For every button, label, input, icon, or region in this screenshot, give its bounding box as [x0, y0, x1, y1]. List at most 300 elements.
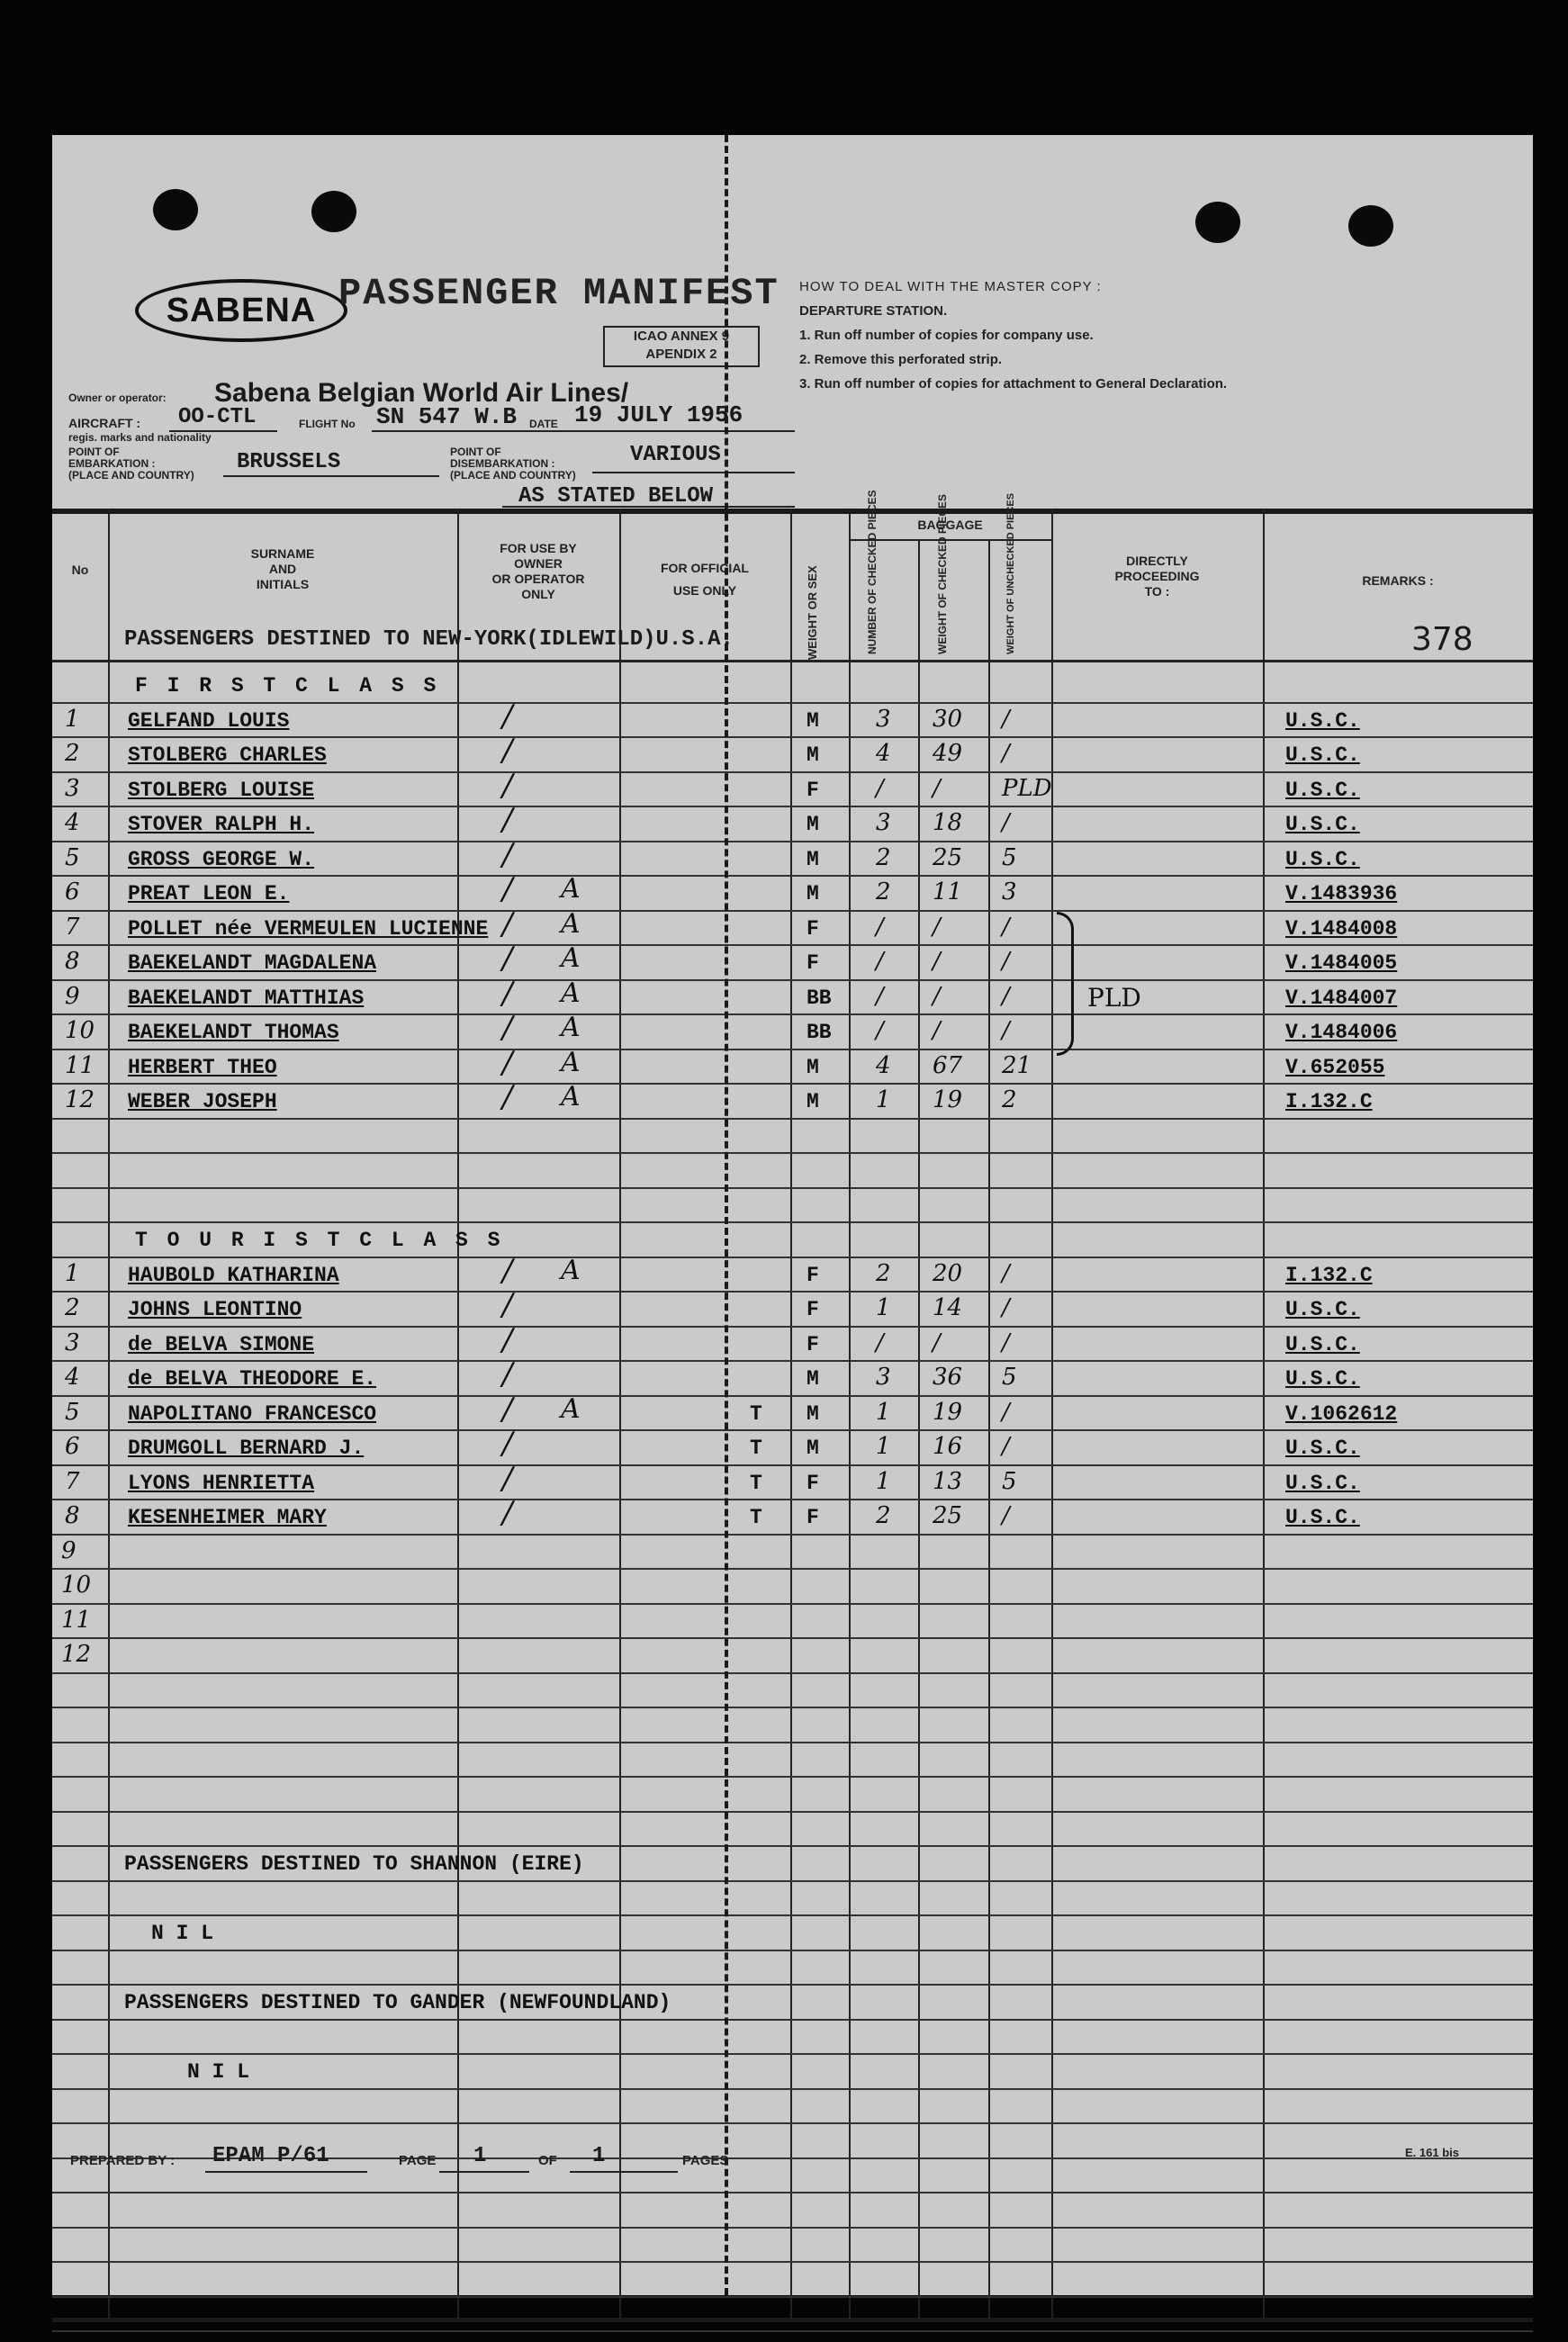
page-label: PAGE — [399, 2153, 437, 2168]
punch-hole — [1348, 205, 1393, 247]
row-number: 3 — [65, 774, 80, 802]
sex: F — [807, 1298, 819, 1321]
row-number: 3 — [65, 1329, 80, 1356]
unchecked-weight: / — [1002, 1502, 1010, 1529]
col-pieces-header: NUMBER OF CHECKED PIECES — [866, 490, 879, 654]
checked-weight: 16 — [933, 1433, 963, 1460]
shannon-nil: N I L — [151, 1922, 214, 1945]
checked-weight: 11 — [933, 878, 963, 905]
col-unchecked-header: WEIGHT OF UNCHECKED PIECES — [1005, 492, 1016, 654]
remarks: U.S.C. — [1285, 847, 1360, 871]
destination-new-york: PASSENGERS DESTINED TO NEW-YORK(IDLEWILD)U.S.A. — [124, 627, 734, 652]
proceeding-h1: DIRECTLY — [1126, 554, 1188, 568]
passenger-name: de BELVA SIMONE — [128, 1332, 315, 1356]
embark-underline — [223, 475, 439, 477]
owner-stroke: / — [502, 1287, 513, 1323]
remarks: U.S.C. — [1285, 1298, 1360, 1321]
owner-stroke: / — [502, 698, 513, 734]
passenger-name: STOVER RALPH H. — [128, 813, 315, 836]
checked-pieces: 2 — [876, 878, 891, 905]
checked-pieces: 2 — [876, 1259, 891, 1287]
disemb-underline-2 — [502, 506, 795, 508]
embark-value: BRUSSELS — [237, 450, 341, 474]
table-row — [52, 2090, 1533, 2125]
row-number: 9 — [65, 982, 80, 1010]
remarks: U.S.C. — [1285, 743, 1360, 767]
unchecked-weight: 5 — [1002, 1467, 1017, 1495]
row-number: 5 — [65, 843, 80, 871]
table-row — [52, 698, 1533, 739]
table-row — [52, 1460, 1533, 1501]
owner-initial: A — [561, 1012, 581, 1043]
table-row — [52, 2298, 1533, 2333]
owner-initial: A — [561, 942, 581, 974]
surname-h1: SURNAME — [250, 546, 315, 561]
table-row — [52, 1010, 1533, 1050]
table-row — [52, 2229, 1533, 2264]
owner-initial: A — [561, 907, 581, 940]
official-mark: T — [750, 1471, 762, 1495]
official-mark: T — [750, 1401, 762, 1426]
remarks: V.652055 — [1285, 1055, 1385, 1079]
tourist-class-label: T O U R I S T C L A S S — [135, 1229, 504, 1252]
owner-initial: A — [561, 1392, 581, 1425]
date-label: DATE — [529, 418, 558, 430]
surname-h3: INITIALS — [256, 577, 310, 591]
checked-weight: 19 — [933, 1086, 963, 1113]
form-code: E. 161 bis — [1405, 2146, 1459, 2159]
sex: F — [807, 1332, 819, 1356]
passenger-name: GROSS GEORGE W. — [128, 847, 315, 871]
of-underline — [570, 2171, 678, 2173]
row-number: 6 — [65, 1433, 80, 1460]
table-row — [52, 1951, 1533, 1986]
passenger-name: NAPOLITANO FRANCESCO — [128, 1401, 377, 1426]
checked-weight: 14 — [933, 1294, 963, 1321]
table-row — [52, 1426, 1533, 1466]
owner-stroke: / — [502, 1356, 513, 1392]
owner-h1: FOR USE BY — [500, 541, 577, 555]
owner-label: Owner or operator: — [68, 392, 167, 404]
owner-value: Sabena Belgian World Air Lines/ — [214, 378, 629, 408]
flight-underline — [372, 430, 795, 432]
remarks: V.1484006 — [1285, 1021, 1398, 1044]
date-value: 19 JULY 1956 — [574, 401, 743, 428]
row-number: 1 — [65, 705, 80, 733]
remarks: I.132.C — [1285, 1263, 1373, 1287]
passenger-name: BAEKELANDT MAGDALENA — [128, 951, 377, 975]
col-no-header: No — [71, 563, 89, 577]
aircraft-label: AIRCRAFT : — [68, 416, 141, 430]
owner-h3: OR OPERATOR — [491, 572, 585, 586]
proceeding-h3: TO : — [1144, 584, 1170, 599]
sex: M — [807, 1437, 819, 1460]
unchecked-weight: 5 — [1002, 843, 1017, 871]
destination-gander: PASSENGERS DESTINED TO GANDER (NEWFOUNDLAND) — [124, 1991, 671, 2014]
col-proceeding-header — [1051, 554, 1263, 599]
unchecked-weight: / — [1002, 1398, 1010, 1426]
table-row — [52, 1223, 1533, 1258]
sex: M — [807, 708, 819, 733]
checked-weight: 18 — [933, 809, 963, 836]
unchecked-weight: 5 — [1002, 1364, 1017, 1391]
table-row — [52, 767, 1533, 808]
page-value: 1 — [473, 2144, 487, 2168]
disemb-value-2: AS STATED BELOW — [518, 484, 714, 509]
owner-stroke: / — [502, 733, 513, 769]
proceeding-h2: PROCEEDING — [1114, 569, 1200, 583]
owner-stroke: / — [502, 871, 513, 907]
owner-stroke: / — [502, 1321, 513, 1358]
checked-pieces: 1 — [876, 1467, 891, 1495]
owner-stroke: / — [502, 1460, 513, 1497]
table-row — [52, 733, 1533, 773]
table-row — [52, 2263, 1533, 2298]
prepared-underline — [205, 2171, 367, 2173]
instr-step2: 2. Remove this perforated strip. — [799, 352, 1003, 367]
checked-weight: 19 — [933, 1398, 963, 1426]
table-row — [52, 1570, 1533, 1605]
gander-nil: N I L — [187, 2060, 250, 2084]
table-row — [52, 1674, 1533, 1709]
passenger-name: GELFAND LOUIS — [128, 708, 290, 733]
passenger-name: LYONS HENRIETTA — [128, 1471, 315, 1495]
aircraft-underline — [169, 430, 277, 432]
table-row — [52, 2021, 1533, 2056]
unchecked-weight: / — [1002, 1259, 1010, 1287]
unchecked-weight: / — [1002, 948, 1010, 975]
icao-apendix: APENDIX 2 — [645, 347, 717, 362]
passenger-name: PREAT LEON E. — [128, 882, 290, 905]
sabena-logo — [135, 279, 347, 342]
table-row — [52, 905, 1533, 947]
page-underline — [439, 2171, 529, 2173]
table-row — [52, 1495, 1533, 1536]
table-row — [52, 1079, 1533, 1120]
checked-weight: / — [933, 948, 941, 975]
remarks: V.1483936 — [1285, 882, 1398, 905]
row-number: 4 — [65, 809, 80, 836]
col-owner-header — [457, 541, 619, 602]
table-row — [52, 1639, 1533, 1674]
embark-label-2: EMBARKATION : — [68, 457, 156, 470]
owner-initial: A — [561, 873, 581, 905]
checked-pieces: / — [876, 913, 884, 941]
sex: F — [807, 1471, 819, 1495]
instr-station: DEPARTURE STATION. — [799, 303, 948, 319]
row-number: 8 — [65, 1502, 80, 1529]
checked-pieces: 1 — [876, 1086, 891, 1113]
checked-pieces: 2 — [876, 1502, 891, 1529]
punch-hole — [311, 191, 356, 232]
sex: BB — [807, 1021, 832, 1044]
unchecked-weight: / — [1002, 809, 1010, 836]
checked-pieces: / — [876, 1017, 884, 1044]
owner-stroke: / — [502, 802, 513, 838]
passenger-name: BAEKELANDT MATTHIAS — [128, 986, 365, 1010]
sex: BB — [807, 986, 832, 1010]
baggage-divider — [849, 539, 1051, 541]
owner-stroke: / — [502, 941, 513, 977]
row-number: 9 — [61, 1536, 77, 1564]
owner-initial: A — [561, 1254, 581, 1286]
sex: M — [807, 1055, 819, 1079]
sex: F — [807, 916, 819, 941]
passenger-name: WEBER JOSEPH — [128, 1090, 277, 1113]
checked-pieces: 2 — [876, 843, 891, 871]
table-row — [52, 836, 1533, 878]
instr-step3: 3. Run off number of copies for attachment to General Declaration. — [799, 376, 1228, 392]
unchecked-weight: 3 — [1002, 878, 1017, 905]
table-row — [52, 2193, 1533, 2229]
table-row — [52, 1154, 1533, 1189]
table-row — [52, 941, 1533, 981]
disemb-label-2: DISEMBARKATION : — [450, 457, 555, 470]
remarks: V.1484005 — [1285, 951, 1398, 975]
destination-shannon: PASSENGERS DESTINED TO SHANNON (EIRE) — [124, 1852, 584, 1876]
punch-hole — [1195, 202, 1240, 243]
col-official-header — [619, 561, 790, 599]
checked-pieces: 4 — [876, 1051, 891, 1079]
checked-pieces: 3 — [876, 809, 891, 836]
unchecked-weight: / — [1002, 913, 1010, 941]
unchecked-weight: / — [1002, 1433, 1010, 1460]
page-number: 378 — [1411, 621, 1473, 658]
owner-initial: A — [561, 1046, 581, 1078]
flight-label: FLIGHT No — [299, 418, 356, 430]
sex: M — [807, 1090, 819, 1113]
remarks: U.S.C. — [1285, 1332, 1360, 1356]
owner-stroke: / — [502, 1252, 513, 1289]
owner-initial: A — [561, 1081, 581, 1112]
logo-text: SABENA — [166, 291, 317, 329]
unchecked-weight: / — [1002, 1329, 1010, 1356]
sex: M — [807, 1367, 819, 1391]
master-copy-instructions — [799, 275, 1227, 396]
row-number: 4 — [65, 1364, 80, 1391]
remarks: U.S.C. — [1285, 778, 1360, 802]
row-number: 11 — [65, 1051, 95, 1079]
unchecked-weight: 21 — [1002, 1051, 1032, 1079]
of-label: OF — [538, 2153, 557, 2168]
owner-stroke: / — [502, 1426, 513, 1462]
owner-stroke: / — [502, 1010, 513, 1046]
table-row — [52, 1743, 1533, 1779]
row-number: 2 — [65, 1294, 80, 1321]
passenger-name: JOHNS LEONTINO — [128, 1298, 302, 1321]
owner-h4: ONLY — [521, 587, 555, 601]
checked-weight: 30 — [933, 705, 963, 733]
owner-stroke: / — [502, 1495, 513, 1531]
row-number: 7 — [65, 913, 80, 941]
checked-weight: 13 — [933, 1467, 963, 1495]
unchecked-weight: 2 — [1002, 1086, 1017, 1113]
disemb-label-1: POINT OF — [450, 446, 501, 458]
remarks: V.1484007 — [1285, 986, 1398, 1010]
table-row — [52, 1252, 1533, 1293]
sex: F — [807, 951, 819, 975]
sex: M — [807, 847, 819, 871]
passenger-name: HAUBOLD KATHARINA — [128, 1263, 339, 1287]
passenger-name: KESENHEIMER MARY — [128, 1506, 327, 1529]
passenger-name: POLLET née VERMEULEN LUCIENNE — [128, 916, 489, 941]
owner-stroke: / — [502, 975, 513, 1012]
header-bottom-rule — [52, 660, 1533, 662]
sex: F — [807, 1263, 819, 1287]
remarks: V.1062612 — [1285, 1401, 1398, 1426]
checked-pieces: / — [876, 982, 884, 1010]
checked-weight: 25 — [933, 1502, 963, 1529]
instr-step1: 1. Run off number of copies for company use. — [799, 328, 1094, 343]
unchecked-weight: PLD — [1002, 774, 1052, 802]
row-number: 5 — [65, 1398, 80, 1426]
passenger-name: STOLBERG CHARLES — [128, 743, 327, 767]
row-number: 12 — [65, 1086, 95, 1113]
checked-pieces: 1 — [876, 1294, 891, 1321]
sex: M — [807, 743, 819, 767]
table-row — [52, 871, 1533, 912]
table-row — [52, 1044, 1533, 1085]
perforated-strip-line — [725, 135, 728, 2295]
col-surname-header — [108, 546, 457, 592]
remarks: U.S.C. — [1285, 1367, 1360, 1391]
col-weight-sex-header: WEIGHT OR SEX — [806, 565, 819, 660]
remarks: U.S.C. — [1285, 708, 1360, 733]
remarks: U.S.C. — [1285, 1471, 1360, 1495]
first-class-label: F I R S T C L A S S — [135, 674, 440, 698]
disemb-value-1: VARIOUS — [630, 443, 721, 467]
checked-pieces: 1 — [876, 1433, 891, 1460]
manifest-sheet — [52, 135, 1533, 2295]
checked-weight: / — [933, 913, 941, 941]
row-number: 2 — [65, 740, 80, 767]
table-top-rule — [52, 509, 1533, 514]
table-row — [52, 1391, 1533, 1432]
table-row — [52, 1536, 1533, 1571]
passenger-name: HERBERT THEO — [128, 1055, 277, 1079]
table-row — [52, 1120, 1533, 1155]
table-row — [52, 1986, 1533, 2021]
checked-weight: / — [933, 774, 941, 802]
table-row — [52, 975, 1533, 1016]
col-baggage-header: BAGGAGE — [917, 518, 983, 532]
embark-label-3: (PLACE AND COUNTRY) — [68, 469, 194, 482]
row-number: 8 — [65, 948, 80, 975]
disemb-label-3: (PLACE AND COUNTRY) — [450, 469, 576, 482]
prepared-by-label: PREPARED BY : — [70, 2153, 176, 2168]
owner-h2: OWNER — [514, 556, 563, 571]
surname-h2: AND — [268, 562, 297, 576]
punch-hole — [153, 189, 198, 230]
checked-weight: 49 — [933, 740, 963, 767]
remarks: I.132.C — [1285, 1090, 1373, 1113]
official-h1: FOR OFFICIAL — [661, 561, 749, 575]
passenger-name: BAEKELANDT THOMAS — [128, 1021, 339, 1044]
embark-label-1: POINT OF — [68, 446, 120, 458]
row-number: 1 — [65, 1259, 80, 1287]
checked-weight: 36 — [933, 1364, 963, 1391]
table-row — [52, 669, 1533, 704]
official-h2: USE ONLY — [672, 583, 737, 598]
row-number: 10 — [65, 1017, 95, 1044]
regis-label: regis. marks and nationality — [68, 431, 212, 444]
owner-stroke: / — [502, 1044, 513, 1081]
table-row — [52, 1356, 1533, 1397]
disemb-label — [450, 446, 576, 482]
unchecked-weight: / — [1002, 740, 1010, 767]
owner-stroke: / — [502, 836, 513, 873]
table-row — [52, 1605, 1533, 1640]
official-mark: T — [750, 1506, 762, 1529]
table-row — [52, 1847, 1533, 1882]
disemb-underline — [592, 472, 795, 473]
passenger-name: STOLBERG LOUISE — [128, 778, 315, 802]
checked-weight: / — [933, 1017, 941, 1044]
table-row — [52, 1189, 1533, 1224]
unchecked-weight: / — [1002, 705, 1010, 733]
remarks: U.S.C. — [1285, 1437, 1360, 1460]
row-number: 10 — [61, 1572, 92, 1599]
passenger-name: DRUMGOLL BERNARD J. — [128, 1437, 365, 1460]
checked-pieces: 3 — [876, 705, 891, 733]
unchecked-weight: / — [1002, 1294, 1010, 1321]
owner-stroke: / — [502, 1391, 513, 1428]
remarks: U.S.C. — [1285, 813, 1360, 836]
sex: M — [807, 813, 819, 836]
table-row — [52, 2055, 1533, 2090]
table-row — [52, 1882, 1533, 1917]
owner-stroke: / — [502, 905, 513, 942]
flight-value: SN 547 W.B — [376, 403, 518, 430]
passenger-name: de BELVA THEODORE E. — [128, 1367, 377, 1391]
table-row — [52, 1287, 1533, 1328]
col-remarks-header: REMARKS : — [1362, 573, 1434, 588]
remarks: U.S.C. — [1285, 1506, 1360, 1529]
pages-label: PAGES — [682, 2153, 729, 2168]
row-number: 7 — [65, 1467, 80, 1495]
sex: M — [807, 882, 819, 905]
manifest-title: PASSENGER MANIFEST — [338, 272, 779, 315]
checked-weight: 20 — [933, 1259, 963, 1287]
pld-brace — [1057, 912, 1074, 1056]
official-mark: T — [750, 1437, 762, 1460]
row-number: 11 — [61, 1606, 92, 1634]
aircraft-value: OO-CTL — [178, 405, 257, 429]
sex: F — [807, 778, 819, 802]
table-row — [52, 802, 1533, 842]
col-weight-header: WEIGHT OF CHECKED PIECES — [936, 493, 949, 654]
checked-pieces: 4 — [876, 740, 891, 767]
checked-pieces: 1 — [876, 1398, 891, 1426]
checked-pieces: / — [876, 774, 884, 802]
owner-stroke: / — [502, 767, 513, 804]
checked-pieces: 3 — [876, 1364, 891, 1391]
embark-label — [68, 446, 194, 482]
checked-weight: 67 — [933, 1051, 963, 1079]
pld-note: PLD — [1087, 982, 1141, 1013]
row-number: 12 — [61, 1641, 92, 1668]
checked-weight: / — [933, 982, 941, 1010]
unchecked-weight: / — [1002, 1017, 1010, 1044]
prepared-by-value: EPAM P/61 — [212, 2144, 329, 2168]
table-row — [52, 1708, 1533, 1743]
sex: F — [807, 1506, 819, 1529]
table-row — [52, 1916, 1533, 1951]
checked-pieces: / — [876, 1329, 884, 1356]
instr-title: HOW TO DEAL WITH THE MASTER COPY : — [799, 279, 1102, 294]
table-row — [52, 1321, 1533, 1363]
icao-annex: ICAO ANNEX 9 — [633, 329, 730, 344]
